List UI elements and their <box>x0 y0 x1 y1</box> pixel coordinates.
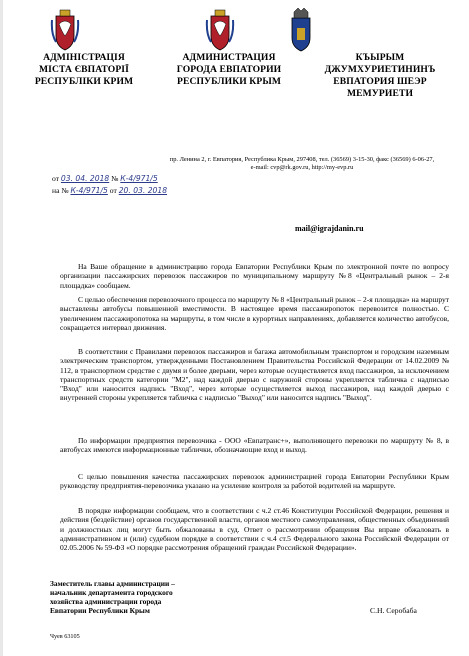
header-line: ЕВПАТОРИЯ ШЕЭР <box>333 76 427 87</box>
header-line: ГОРОДА ЕВПАТОРИИ <box>176 64 282 75</box>
signatory-name: С.Н. Серобаба <box>370 606 417 615</box>
contact-address <box>152 156 452 172</box>
ref-from-label: от <box>109 186 117 195</box>
title-line: хозяйства администрации города <box>50 597 162 606</box>
executor-note: Чуев 63105 <box>50 633 80 640</box>
header-crimean-tatar <box>300 52 460 100</box>
title-line: Заместитель главы администрации – <box>50 579 175 588</box>
incoming-number: К-4/971/5 <box>70 186 108 195</box>
header-line: АДМИНИСТРАЦИЯ <box>182 52 276 63</box>
title-line: Евпатории Республики Крым <box>50 606 150 615</box>
body-paragraph-4: По информации предприятия перевозчика - ООО «Евпатранс+», выполняющего перевозки по маршруту № 8, в автобусах имеются информационные таблички, обозначающие вход и выход. <box>60 436 449 455</box>
incoming-reference <box>52 186 167 195</box>
body-paragraph-3: В соответствии с Правилами перевозок пассажиров и багажа автомобильным транспортом и городским наземным электрическим транспортом, утвержденными Постановлением Правительства Российской Федерации от 14.02.2009 № 112, в транспортном средстве с двумя и более дверьми, через которые осуществляется вход пассажиров, за исключением транспортных средств категории "M2", над каждой дверью с наружной стороны укрепляется табличка с надписью "Вход" или наносится надпись "Вход", через которые осуществляется выход пассажиров, над каждой дверью с внутренней стороны укрепляется табличка с надписью "Выход" или наносится надпись "Выход". <box>60 347 449 403</box>
outgoing-number: К-4/971/5 <box>120 174 158 183</box>
header-line: АДМІНІСТРАЦІЯ <box>43 52 125 63</box>
evpatoria-coat-of-arms-icon <box>286 6 316 52</box>
header-line: РЕСПУБЛИКИ КРЫМ <box>176 76 281 87</box>
header-line: МЕМУРИЕТИ <box>346 88 414 99</box>
outgoing-date: 03. 04. 2018 <box>60 174 110 183</box>
crimea-coat-of-arms-left-icon <box>50 6 80 52</box>
body-paragraph-6: В порядке информации сообщаем, что в соответствии с ч.2 ст.46 Конституции Российской Федерации, решения и действия (бездействие) органов государственной власти, органов местного самоуправления, общественных объединений и должностных лиц могут быть обжалованы в суд. Ответ о рассмотрении обращения Вы вправе обжаловать в административном и (или) судебном порядке в соответствии с ч.4 ст.5 Федерального закона Российской Федерации от 02.05.2006 № 59-ФЗ «О порядке рассмотрения обращений граждан Российской Федерации». <box>60 506 449 553</box>
address-line: e-mail: cvp@rk.gov.ru, http://my-evp.ru <box>250 164 354 171</box>
ref-label: на № <box>52 186 69 195</box>
title-line: начальник департамента городского <box>50 588 173 597</box>
header-ukrainian <box>20 52 148 88</box>
scan-edge <box>0 0 3 656</box>
outgoing-registration <box>52 174 158 183</box>
header-line: ДЖУМХУРИЕТИНИНЪ <box>324 64 436 75</box>
header-line: КЪЫРЫМ <box>355 52 405 63</box>
header-line: МІСТА ЄВПАТОРІЇ <box>39 64 129 75</box>
signatory-title <box>50 579 250 615</box>
address-line: пр. Ленина 2, г. Евпатория, Республика Крым, 297408, тел. (36569) 3-15-30, факс (36569) 6-06-27, <box>169 156 435 163</box>
header-russian <box>158 52 300 88</box>
recipient-email: mail@igrajdanin.ru <box>295 224 364 233</box>
crimea-coat-of-arms-center-icon <box>205 6 235 52</box>
body-paragraph-1: На Ваше обращение в администрацию города Евпатории Республики Крым по электронной почте по вопросу организации пассажирских перевозок пассажиров по муниципальному маршруту №8 «Центральный рынок – 2-я площадка» сообщаем. <box>60 262 449 290</box>
number-label: № <box>111 174 119 183</box>
body-paragraph-2: С целью обеспечения перевозочного процесса по маршруту № 8 «Центральный рынок – 2-я площадка» на маршрут выставлены автобусы повышенной вместимости. В настоящее время пассажиропоток перевозится полностью. С увеличением пассажиропотока на маршруты, в том числе в курортных направлениях, добавляется количество автобусов, сокращается интервал движения. <box>60 295 449 332</box>
incoming-date: 20. 03. 2018 <box>118 186 168 195</box>
from-label: от <box>52 174 60 183</box>
body-paragraph-5: С целью повышения качества пассажирских перевозок администрацией города Евпатории Республики Крым руководству предприятия-перевозчика указано на усиление контроля за работой водителей на маршруте. <box>60 472 449 491</box>
header-line: РЕСПУБЛІКИ КРИМ <box>34 76 134 87</box>
